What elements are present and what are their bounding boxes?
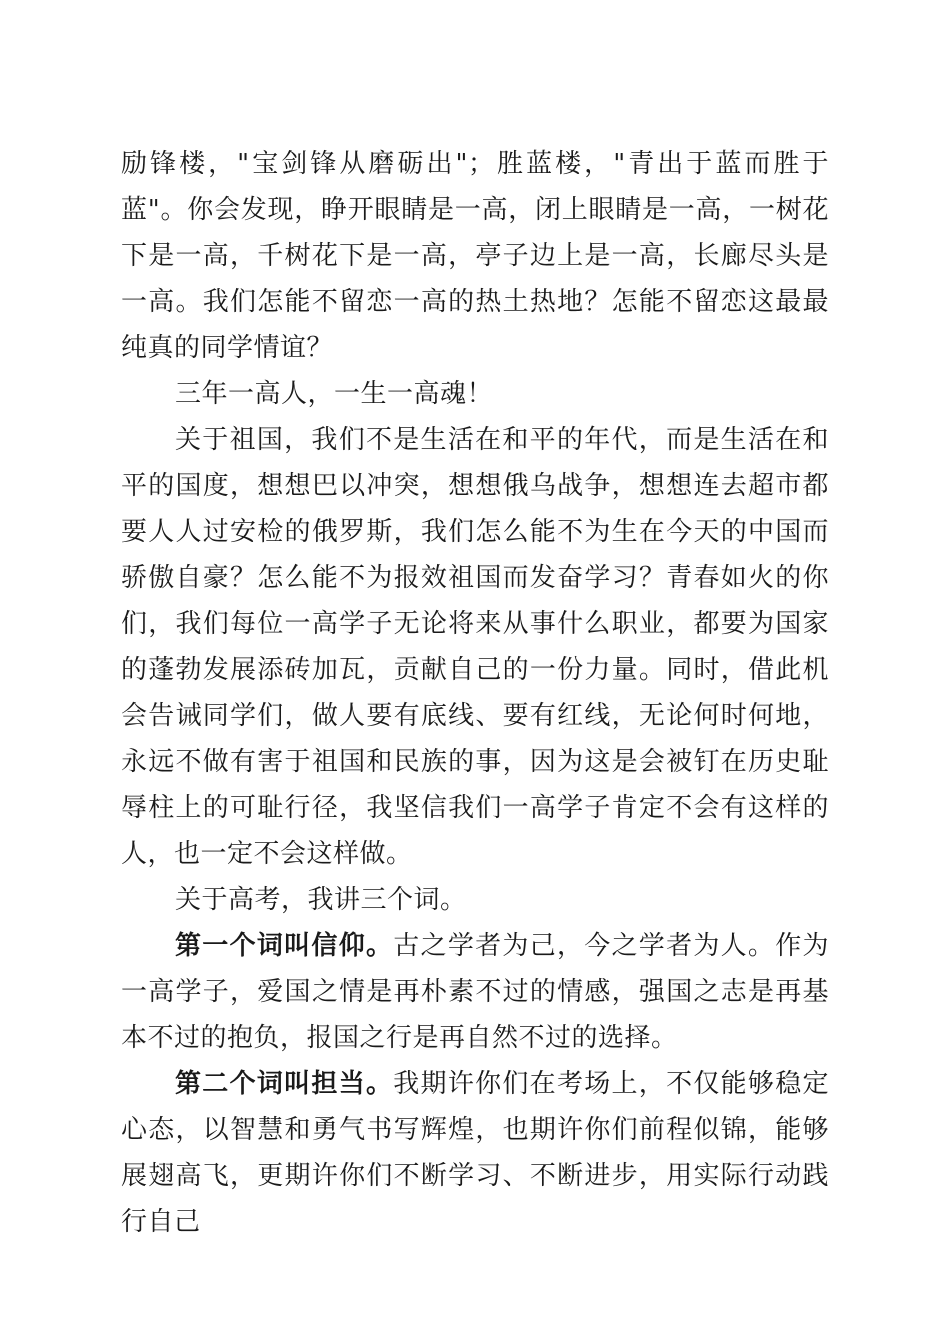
paragraph-3 xyxy=(121,417,829,877)
paragraph-text: 关于祖国，我们不是生活在和平的年代，而是生活在和平的国度，想想巴以冲突，想想俄乌战争，想想连去超市都要人人过安检的俄罗斯，我们怎么能不为生在今天的中国而骄傲自豪？怎么能不为报效祖国而发奋学习？青春如火的你们，我们每位一高学子无论将来从事什么职业，都要为国家的蓬勃发展添砖加瓦，贡献自己的一份力量。同时，借此机会告诫同学们，做人要有底线、要有红线，无论何时何地，永远不做有害于祖国和民族的事，因为这是会被钉在历史耻辱柱上的可耻行径，我坚信我们一高学子肯定不会有这样的人，也一定不会这样做。 xyxy=(121,425,829,869)
paragraph-1 xyxy=(121,141,829,371)
paragraph-4 xyxy=(121,877,829,923)
paragraph-text: 励锋楼，"宝剑锋从磨砺出"；胜蓝楼，"青出于蓝而胜于蓝"。你会发现，睁开眼睛是一高，闭上眼睛是一高，一树花下是一高，千树花下是一高，亭子边上是一高，长廊尽头是一高。我们怎能不留恋一高的热土热地？怎能不留恋这最最纯真的同学情谊？ xyxy=(121,149,829,363)
paragraph-text: 古之学者为己，今之学者为人。作为一高学子，爱国之情是再朴素不过的情感，强国之志是再基本不过的抱负，报国之行是再自然不过的选择。 xyxy=(121,931,829,1053)
document-body xyxy=(121,141,829,1245)
paragraph-lead-phrase: 第一个词叫信仰。 xyxy=(175,931,394,961)
paragraph-5 xyxy=(121,923,829,1061)
paragraph-text: 三年一高人，一生一高魂！ xyxy=(175,379,494,409)
paragraph-text: 我期许你们在考场上，不仅能够稳定心态，以智慧和勇气书写辉煌，也期许你们前程似锦，能够展翅高飞，更期许你们不断学习、不断进步，用实际行动践行自己 xyxy=(121,1069,829,1237)
paragraph-6 xyxy=(121,1061,829,1245)
paragraph-lead-phrase: 第二个词叫担当。 xyxy=(175,1069,394,1099)
paragraph-2 xyxy=(121,371,829,417)
paragraph-text: 关于高考，我讲三个词。 xyxy=(175,885,467,915)
